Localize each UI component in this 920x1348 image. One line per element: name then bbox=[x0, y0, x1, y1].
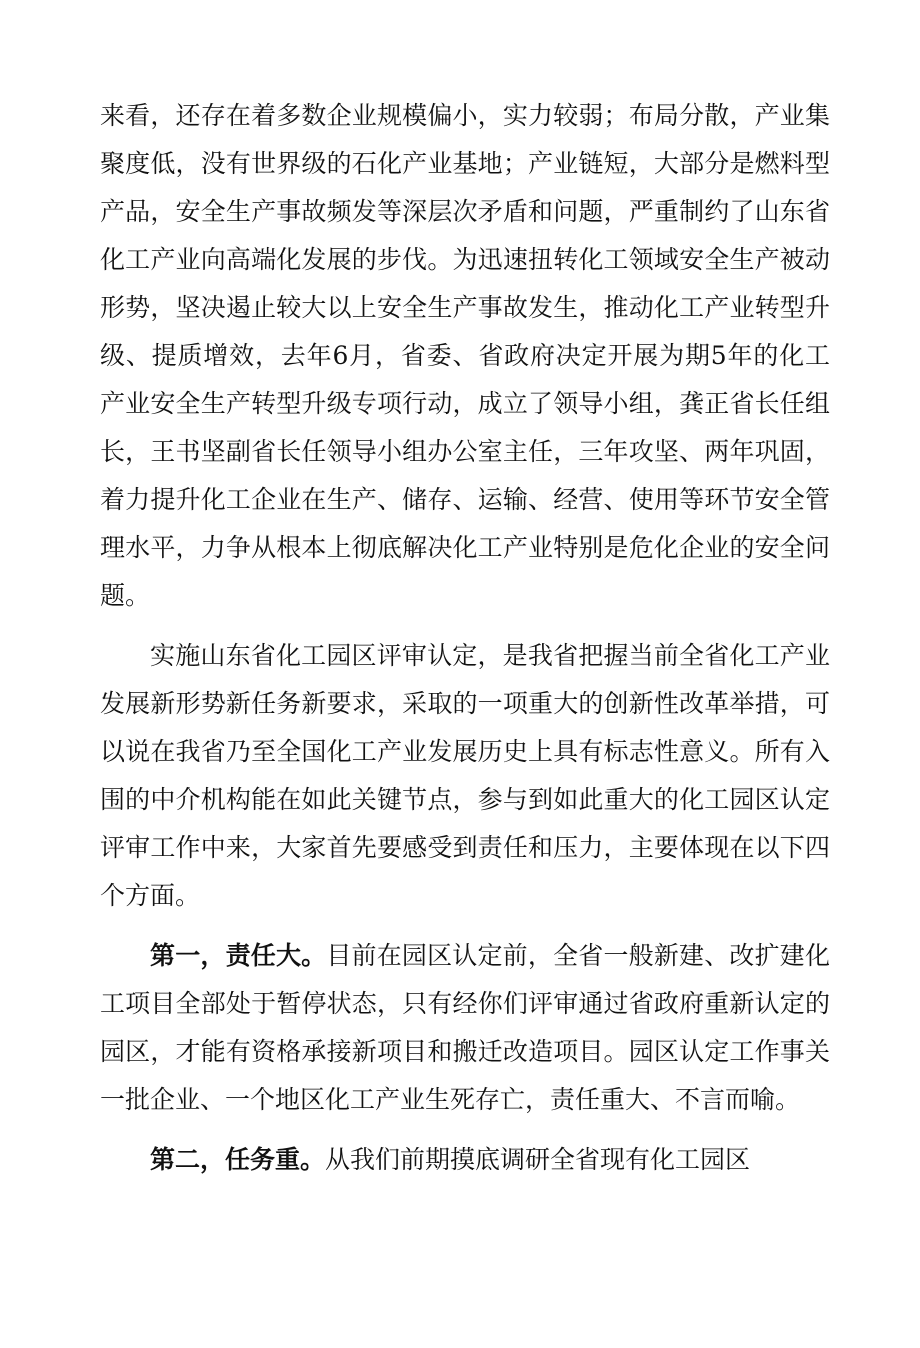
paragraph-2 bbox=[100, 632, 830, 920]
paragraph-1-text: 来看，还存在着多数企业规模偏小，实力较弱；布局分散，产业集聚度低，没有世界级的石化产业基地；产业链短，大部分是燃料型产品，安全生产事故频发等深层次矛盾和问题，严重制约了山东省化工产业向高端化发展的步伐。为迅速扭转化工领域安全生产被动形势，坚决遏止较大以上安全生产事故发生，推动化工产业转型升级、提质增效，去年6月，省委、省政府决定开展为期5年的化工产业安全生产转型升级专项行动，成立了领导小组，龚正省长任组长，王书坚副省长任领导小组办公室主任，三年攻坚、两年巩固，着力提升化工企业在生产、储存、运输、经营、使用等环节安全管理水平，力争从根本上彻底解决化工产业特别是危化企业的安全问题。 bbox=[100, 101, 830, 610]
paragraph-1 bbox=[100, 92, 830, 620]
paragraph-4-text: 从我们前期摸底调研全省现有化工园区 bbox=[325, 1145, 751, 1174]
paragraph-4 bbox=[100, 1136, 830, 1184]
document-body bbox=[100, 92, 830, 1184]
paragraph-3-lead: 第一，责任大。 bbox=[150, 941, 327, 970]
paragraph-3-text: 目前在园区认定前，全省一般新建、改扩建化工项目全部处于暂停状态，只有经你们评审通过省政府重新认定的园区，才能有资格承接新项目和搬迁改造项目。园区认定工作事关一批企业、一个地区化工产业生死存亡，责任重大、不言而喻。 bbox=[100, 941, 830, 1114]
paragraph-3 bbox=[100, 932, 830, 1124]
paragraph-2-text: 实施山东省化工园区评审认定，是我省把握当前全省化工产业发展新形势新任务新要求，采取的一项重大的创新性改革举措，可以说在我省乃至全国化工产业发展历史上具有标志性意义。所有入围的中介机构能在如此关键节点，参与到如此重大的化工园区认定评审工作中来，大家首先要感受到责任和压力，主要体现在以下四个方面。 bbox=[100, 641, 830, 910]
paragraph-4-lead: 第二，任务重。 bbox=[150, 1145, 326, 1174]
